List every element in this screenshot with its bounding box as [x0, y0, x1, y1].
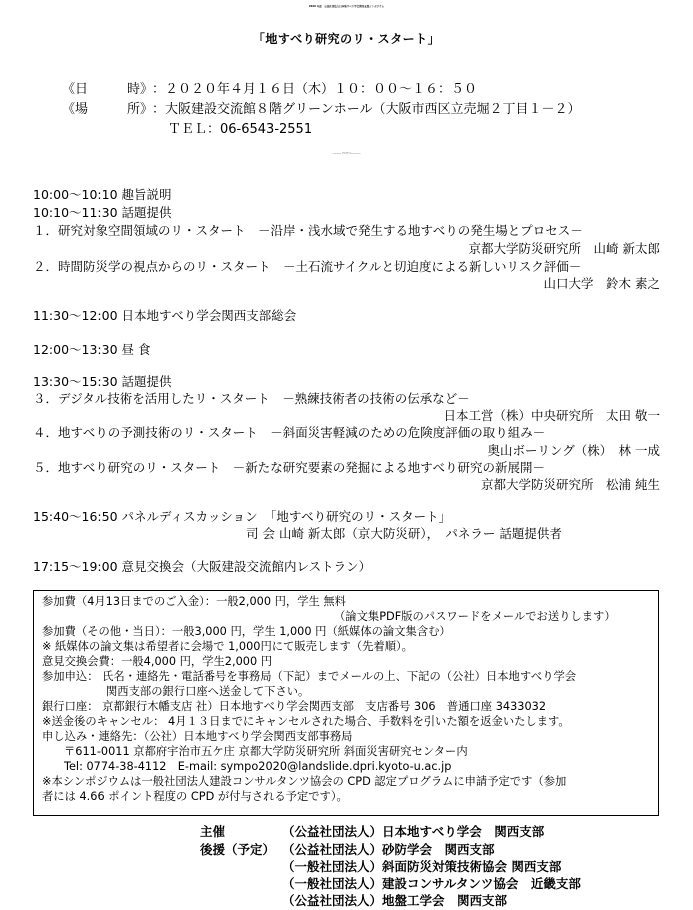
- supporter-org: （公益社団法人）砂防学会 関西支部: [282, 842, 495, 857]
- program-line: 17:15〜19:00 意見交換会（大阪建設交流館内レストラン）: [33, 559, 372, 574]
- speaker-line: 奥山ボーリング（株） 林 一成: [487, 443, 660, 458]
- event-header: 2020 年度 公益社団法人日本地すべり学会関西支部シンポジウム: [308, 5, 385, 8]
- contact-org: 申し込み・連絡先：（公社）日本地すべり学会関西支部事務局: [42, 730, 353, 743]
- program-line: 10:00〜10:10 趣旨説明: [33, 187, 172, 202]
- supporter-org: （公益社団法人）地盤工学会 関西支部: [282, 893, 508, 908]
- program-line: ２．時間防災学の視点からのリ・スタート －土石流サイクルと切迫度による新しいリスク評価－: [33, 259, 582, 274]
- program-line: 13:30〜15:30 話題提供: [33, 374, 172, 389]
- venue-value: ：大阪建設交流館８階グリーンホール（大阪市西区立売堀２丁目１－２）: [152, 102, 581, 117]
- host-org: （公益社団法人）日本地すべり学会 関西支部: [282, 824, 545, 839]
- apply-info: 参加申込： 氏名・連絡先・電話番号を事務局（下記）までメールの上、下記の（公社）日本地すべり学会: [42, 670, 577, 683]
- cpd-note-cont: 者には 4.66 ポイント程度の CPD が付与される予定です）。: [42, 790, 348, 803]
- program-line: 11:30〜12:00 日本地すべり学会関西支部総会: [33, 308, 297, 323]
- host-label: 主催: [200, 824, 226, 839]
- program-line: ４．地すべりの予測技術のリ・スタート －斜面災害軽減のための危険度評価の取り組み－: [33, 425, 546, 440]
- fee-early-note: （論文集PDF版のパスワードをメールでお送りします）: [334, 610, 616, 623]
- program-line: 15:40〜16:50 パネルディスカッション 「地すべり研究のリ・スタート」: [33, 509, 452, 524]
- page-title: 「地すべり研究のリ・スタート」: [252, 32, 441, 46]
- speaker-line: 京都大学防災研究所 山崎 新太郎: [468, 241, 660, 256]
- support-label: 後援（予定）: [200, 842, 276, 857]
- program-heading: ------------ プログラム------------: [332, 153, 361, 155]
- fee-onsite: 参加費（その他・当日）：一般3,000 円，学生 1,000 円（紙媒体の論文集含む）: [42, 625, 451, 638]
- program-line: ５．地すべり研究のリ・スタート －新たな研究要素の発掘による地すべり研究の新展開－: [33, 460, 546, 475]
- contact-address: 〒611-0011 京都府宇治市五ケ庄 京都大学防災研究所 斜面災害研究センター内: [64, 745, 468, 758]
- supporter-org: （一般社団法人）斜面防災対策技術協会 関西支部: [282, 859, 562, 874]
- contact-tel-email: Tel: 0774-38-4112 E-mail: sympo2020@landslide.dpri.kyoto-u.ac.jp: [64, 760, 452, 773]
- registration-info-box: [33, 590, 659, 816]
- date-label: 《日 時》: [62, 82, 154, 97]
- speaker-line: 日本工営（株）中央研究所 太田 敬一: [443, 408, 660, 423]
- program-line: 10:10〜11:30 話題提供: [33, 205, 172, 220]
- speaker-line: 山口大学 鈴木 素之: [543, 276, 660, 291]
- fee-social: 意見交換会費：一般4,000 円，学生2,000 円: [42, 655, 273, 668]
- program-line: 司 会 山崎 新太郎（京大防災研）， パネラー 話題提供者: [246, 526, 562, 541]
- program-line: 12:00〜13:30 昼 食: [33, 342, 151, 357]
- fee-early: 参加費（4月13日までのご入金）：一般2,000 円，学生 無料: [42, 595, 346, 608]
- fee-print-note: ※ 紙媒体の論文集は希望者に会場で 1,000円にて販売します（先着順）。: [42, 640, 413, 653]
- venue-label: 《場 所》: [62, 102, 154, 117]
- bank-account: 銀行口座： 京都銀行木幡支店 社）日本地すべり学会関西支部 支店番号 306 普通口座 3433032: [42, 700, 547, 713]
- cpd-note: ※本シンポジウムは一般社団法人建設コンサルタンツ協会の CPD 認定プログラムに申請予定です（参加: [42, 775, 567, 788]
- venue-tel: ＴＥＬ：06-6543-2551: [168, 122, 313, 137]
- speaker-line: 京都大学防災研究所 松浦 純生: [481, 477, 660, 492]
- apply-info-cont: 関西支部の銀行口座へ送金して下さい。: [106, 685, 310, 698]
- cancel-policy: ※送金後のキャンセル： 4月１３日までにキャンセルされた場合、手数料を引いた額を返金いたします。: [42, 715, 570, 728]
- supporter-org: （一般社団法人）建設コンサルタンツ協会 近畿支部: [282, 876, 581, 891]
- date-value: ：２０２０年４月１６日（木）１０：００〜１６：５０: [152, 82, 478, 97]
- program-line: １．研究対象空間領域のリ・スタート －沿岸・浅水域で発生する地すべりの発生場とプロセス－: [33, 223, 583, 238]
- program-line: ３．デジタル技術を活用したリ・スタート －熟練技術者の技術の伝承など－: [33, 391, 470, 406]
